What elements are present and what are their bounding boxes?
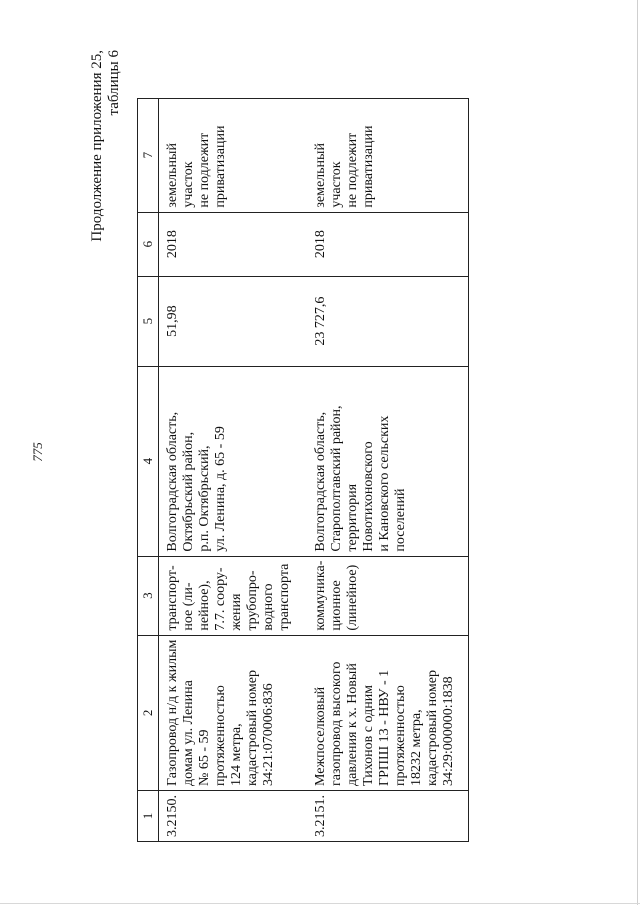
column-header: 3 — [138, 556, 159, 635]
year-cell: 2018 — [307, 212, 469, 276]
scan-edge-right — [637, 0, 638, 905]
row-number: 3.2150. — [159, 791, 307, 842]
table-caption — [89, 50, 123, 242]
note-cell: земельный участок не подлежит приватизации — [307, 98, 469, 212]
column-header: 2 — [138, 635, 159, 790]
rotated-sheet — [83, 46, 553, 846]
area-cell: 23 727,6 — [307, 276, 469, 366]
note-cell: земельный участок не подлежит приватизации — [159, 98, 307, 212]
column-header: 5 — [138, 276, 159, 366]
property-table — [137, 98, 469, 842]
object-type-cell: коммуника- ционное (линейное) — [307, 556, 469, 635]
column-header: 1 — [138, 791, 159, 842]
table-row — [307, 98, 469, 841]
table-row — [159, 98, 307, 841]
object-type-cell: транспорт- ное (ли- нейное), 7.7. соору- жения трубопро- водного транспорта — [159, 556, 307, 635]
caption-line-1: Продолжение приложения 25, — [89, 50, 105, 242]
address-cell: Волгоградская область, Старополтавский район, территория Новотихоновского и Кановского сельских поселений — [307, 366, 469, 556]
address-cell: Волгоградская область, Октябрьский район, р.п. Октябрьский, ул. Ленина, д. 65 - 59 — [159, 366, 307, 556]
column-header: 7 — [138, 98, 159, 212]
object-name-cell: Газопровод н/д к жилым домам ул. Ленина № 65 - 59 протяженностью 124 метра, кадастровый номер 34:21:070006:836 — [159, 635, 307, 790]
column-header: 6 — [138, 212, 159, 276]
year-cell: 2018 — [159, 212, 307, 276]
row-number: 3.2151. — [307, 791, 469, 842]
page-number: 775 — [30, 442, 45, 462]
area-cell: 51,98 — [159, 276, 307, 366]
scan-edge-bottom — [0, 903, 640, 904]
caption-line-2: таблицы 6 — [106, 50, 122, 116]
column-header: 4 — [138, 366, 159, 556]
header-row — [138, 98, 159, 841]
object-name-cell: Межпоселковый газопровод высокого давления к х. Новый Тихонов с одним ГРПШ 13 - НВУ - 1 протяженностью 18232 метра, кадастровый номер 34:29:000000:1838 — [307, 635, 469, 790]
